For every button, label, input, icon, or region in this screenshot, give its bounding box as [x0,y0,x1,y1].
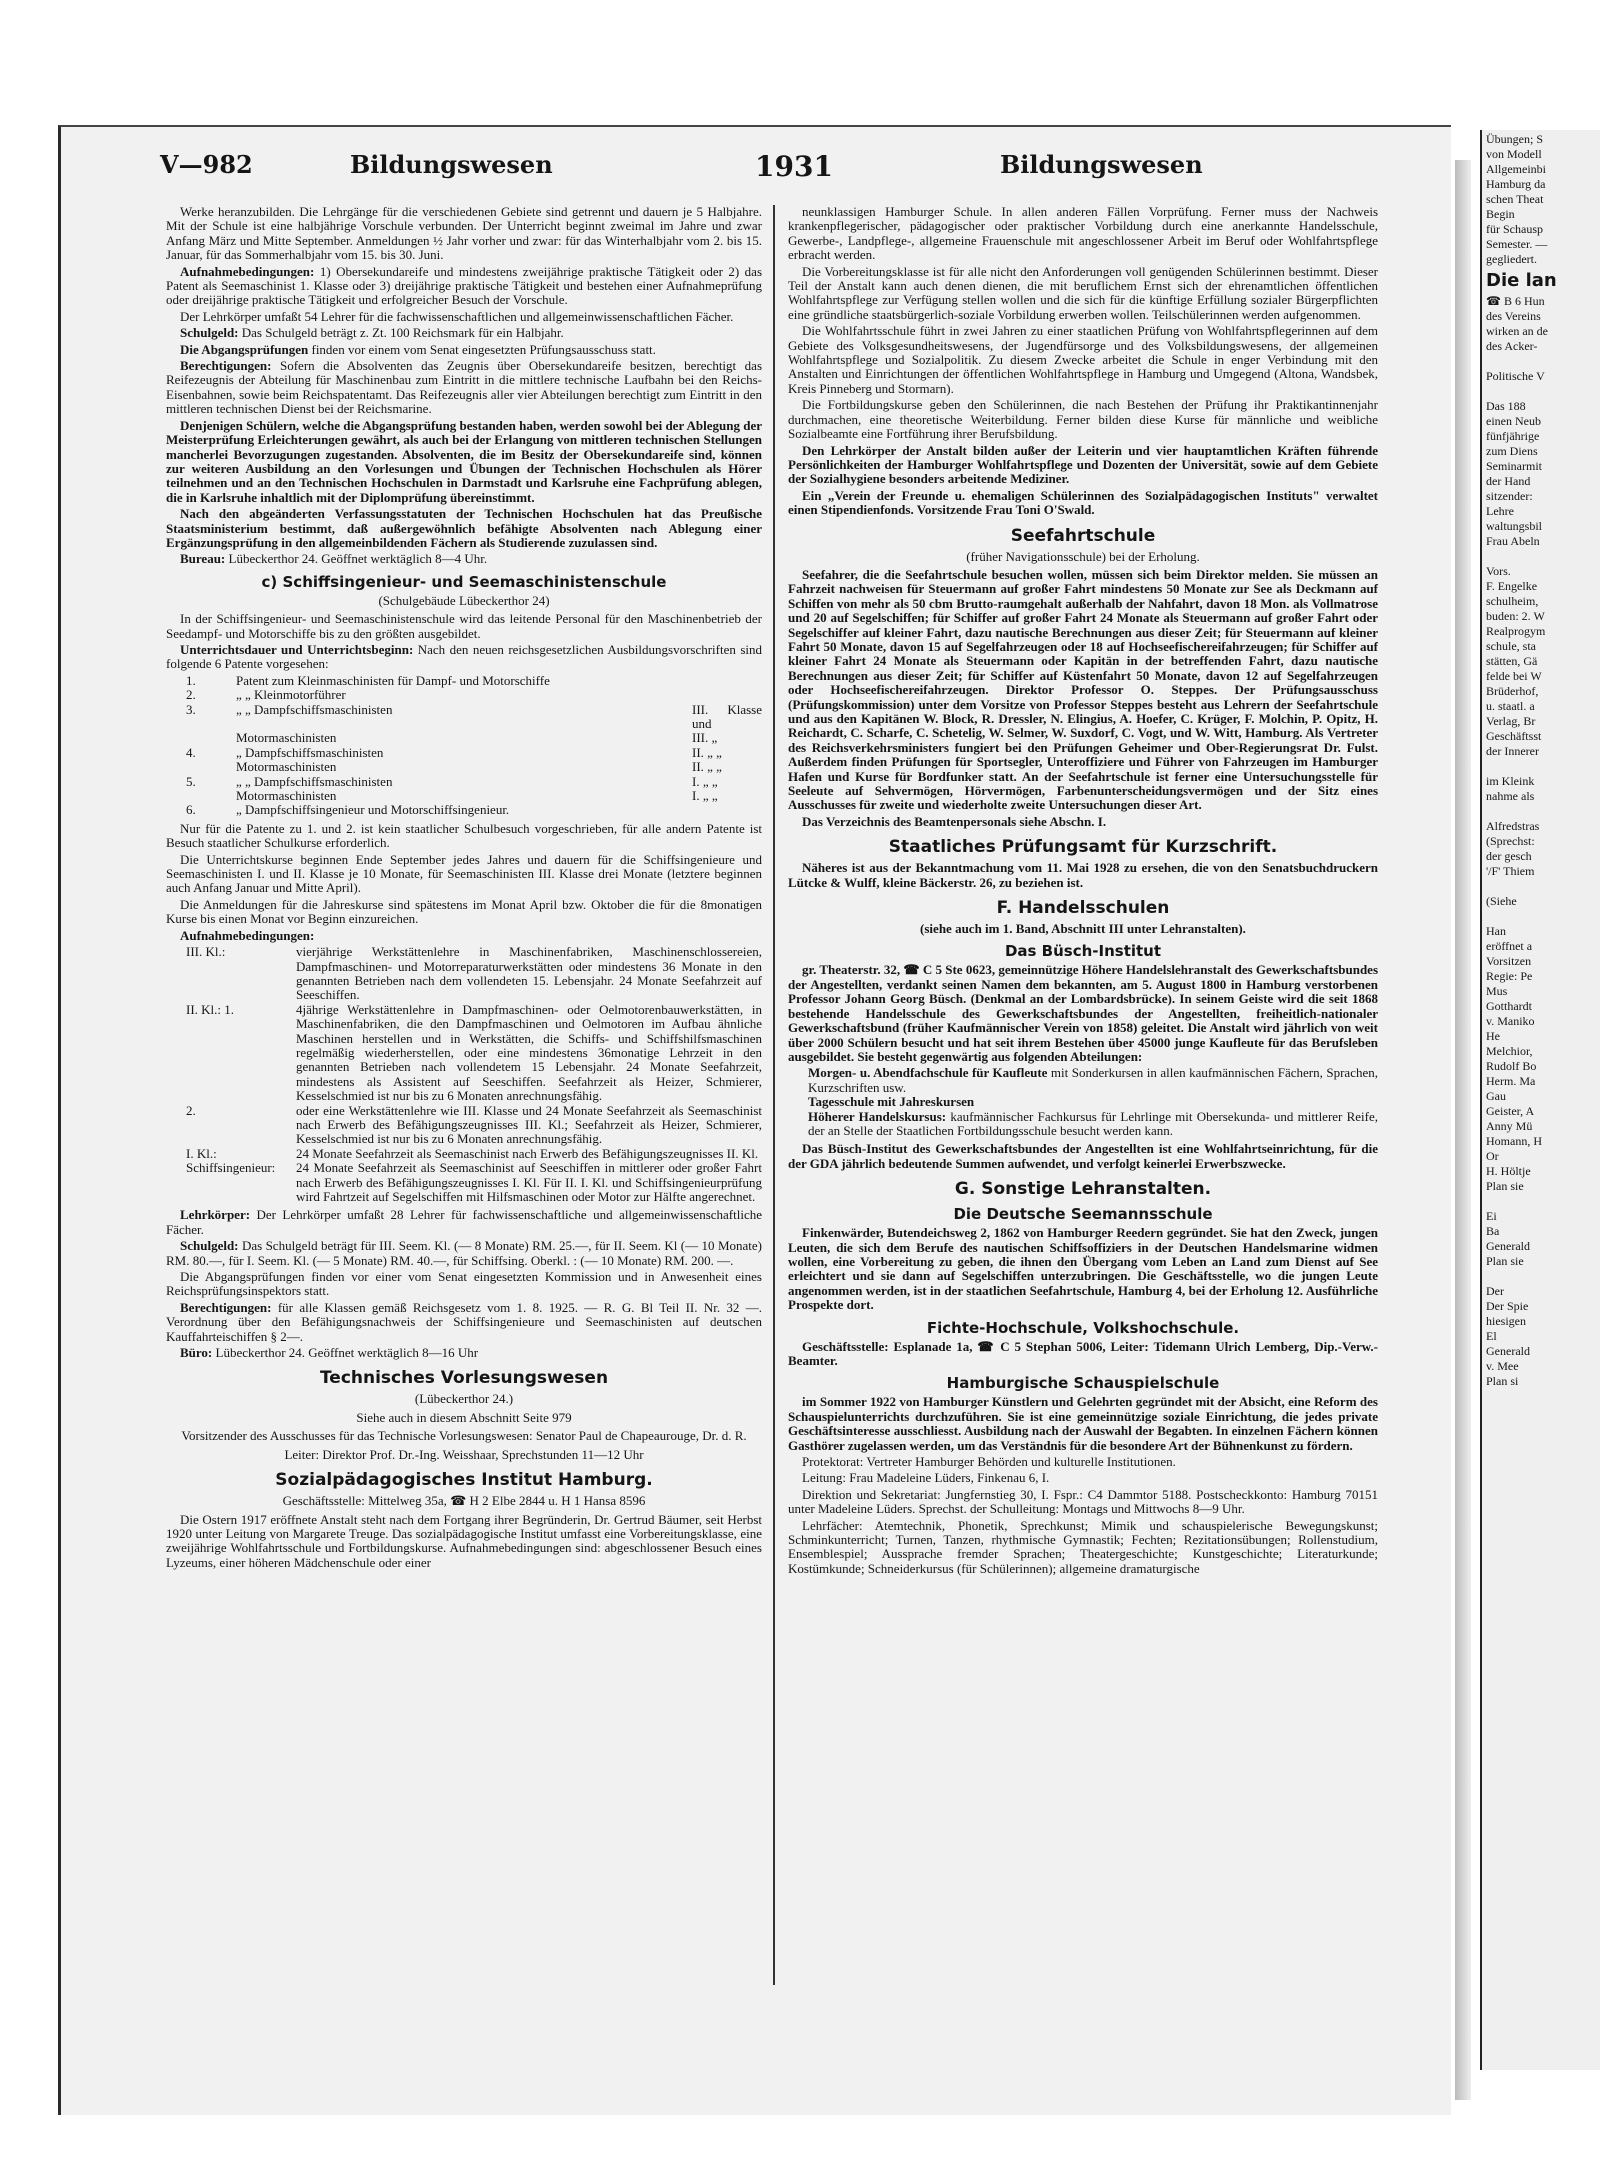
facing-line: Plan sie [1486,1254,1524,1268]
paragraph: Berechtigungen: für alle Klassen gemäß Reichsgesetz vom 1. 8. 1925. — R. G. Bl Teil II. Nr. 32 —. Verordnung über den Befähigungsnachweis der Schiffsingenieure und Seemaschinisten auf deutschen Kauffahrteischiffen § 2—. [166,1299,763,1344]
department-item [808,1066,1378,1095]
facing-line: des Acker- [1486,339,1538,353]
facing-line: schule, sta [1486,639,1536,653]
facing-line: Seminarmit [1486,459,1542,473]
patent-name: „ „ Dampfschiffsmaschinisten [236,701,393,717]
facing-line: Han [1486,924,1506,938]
department-text [808,1095,1378,1109]
facing-line: buden: 2. W [1486,609,1545,623]
section-subheading: (Schulgebäude Lübeckerthor 24) [378,592,550,608]
paragraph: Die Abgangsprüfungen finden vor einer vom Senat eingesetzten Kommission und in Anwesenheit eines Reichsprüfungsinspektors statt. [166,1269,762,1299]
paragraph: Protektorat: Vertreter Hamburger Behörden und kulturelle Institutionen. [802,1454,1176,1470]
facing-line: Rudolf Bo [1486,1059,1537,1073]
facing-line: Regie: Pe [1486,969,1533,983]
paragraph: Näheres ist aus der Bekanntmachung vom 11. Mai 1928 zu ersehen, die von den Senatsbuchdruckern Lütcke & Wulff, kleine Bäckerstr. 26, zu beziehen ist. [788,860,1378,890]
paragraph: Den Lehrkörper der Anstalt bilden außer der Leiterin und vier hauptamtlichen Kräften führende Persönlichkeiten der Hamburger Wohlfahrtspflege und Dozenten der Universität, sowie auf dem Gebiete der Sozialhygiene besonders arbeitende Mediziner. [788,442,1378,487]
facing-line: Anny Mü [1486,1119,1533,1133]
paragraph: Schulgeld: Das Schulgeld beträgt für III. Seem. Kl. (— 8 Monate) RM. 25.—, für II. Seem. Kl (— 10 Monate) RM. 80.—, für I. Seem. Kl. (— 5 Monate) RM. 40.—, für Schiffsing. Oberkl. : (— 10 Monate) RM. 200. —. [166,1238,762,1268]
facing-line [1486,1269,1600,1284]
patent-row [186,789,762,803]
section-heading: Das Büsch-Institut [1004,942,1162,961]
facing-line: Gau [1486,1089,1506,1103]
facing-line: im Kleink [1486,774,1535,788]
patent-number: 6. [186,802,196,818]
column-divider [773,205,775,1985]
facing-line: einen Neub [1486,414,1541,428]
facing-line: Geister, A [1486,1104,1535,1118]
department-description: mit Sonderkursen in allen kaufmännischen Fächern, Sprachen, Kurzschriften usw. [808,1065,1378,1095]
patent-class [692,688,762,702]
facing-line: wirken an de [1486,324,1548,338]
facing-line: ☎ B 6 Hun [1486,294,1545,308]
facing-line: u. staatl. a [1486,699,1535,713]
paragraph: Das Verzeichnis des Beamtenpersonals siehe Abschn. I. [802,813,1107,829]
patent-number [186,760,236,774]
facing-line: Verlag, Br [1486,714,1536,728]
facing-line: Realprogym [1486,624,1546,638]
facing-line [1486,384,1600,399]
requirement-text: vierjährige Werkstättenlehre in Maschinenfabriken, Maschinenschlossereien, Dampfmaschinen- und Motorreparaturwerkstätten oder mindestens 36 Monate in den genannten Betrieben nach dem vollendeten 15. Lebensjahr. 24 Monate Seefahrzeit auf Seeschiffen. [296,944,762,1003]
facing-page-text [1482,130,1600,1391]
facing-line: Or [1486,1149,1499,1163]
paragraph: Aufnahmebedingungen: 1) Obersekundareife und mindestens zweijährige praktische Tätigkeit oder 2) das Patent als Seemaschinist 1. Klasse oder 3) dreijährige praktische Tätigkeit und bestehen einer Aufnahmeprüfung oder dreijährige praktische Tätigkeit und erfolgreicher Besuch der Vorschule. [166,263,763,308]
book-spine [1455,160,1471,2100]
requirement-text: oder eine Werkstättenlehre wie III. Klasse und 24 Monate Seefahrzeit als Seemaschinist nach Erwerb des Befähigungszeugnisses III. Kl.; Seefahrzeit als Heizer, Schmierer, Kesselschmied ist nur bis zu 6 Monaten anrechnungsfähig. [296,1102,762,1147]
facing-line: Ei [1486,1209,1497,1223]
paragraph: Büro: Lübeckerthor 24. Geöffnet werktäglich 8—16 Uhr [180,1345,479,1361]
requirement-row [186,945,762,1003]
facing-line: El [1486,1329,1497,1343]
facing-line: stätten, Gä [1486,654,1538,668]
paragraph: Seefahrer, die die Seefahrtschule besuchen wollen, müssen sich beim Direktor melden. Sie müssen an Fahrzeit nachweisen für Steuermann auf großer Fahrt mindestens 50 Monate zur See als Deckmann auf Schiffen von mehr als 50 cbm Brutto-raumgehalt außerhalb der Nahfahrt, davon 18 Mon. als Vollmatrose und 20 auf Segelschiffen; für Schiffer auf großer Fahrt 24 Monate als Steuermann auf großer Fahrt oder Segelschiffer auf kleiner Fahrt, dazu nautische Berechnungen aus dieser Zeit; für Steuermann auf kleiner Fahrt 50 Monate, davon 15 auf Segelfahrzeugen oder 18 auf Hochseefischereifahrzeugen; für Schiffer auf kleiner Fahrt 24 Monate als Steuermann oder Kapitän in der betreffenden Fahrt, dazu nautische Berechnungen aus dieser Zeit; für Schiffer auf Küstenfahrt 50 Monate, davon 12 auf Segelfahrzeugen oder Hochseefischereifahrzeugen. Direktor Professor O. Steppes. Der Prüfungsausschuss (Prüfungskommission) unter dem Vorsitze von Professor Steppes besteht aus Lehrern der Seefahrtschule und aus den Kapitänen W. Block, R. Dressler, N. Elingius, A. Hoefer, C. Krüger, F. Molchin, P. Opitz, H. Reichardt, C. Scharfe, C. Schetelig, W. Selmer, W. Suxdorf, C. Vogt, und W. Witt, Hamburg. Als Vertreter des Reichsverkehrsministers fungiert bei den Prüfungen Geheimer und Ober-Regierungsrat Dr. Fulst. Außerdem finden Prüfungen für Sportsegler, Unteroffiziere und Führer von Fahrzeugen im Hamburger Hafen und Kurse für Bordfunker statt. An der Seefahrtschule ist ferner eine Untersuchungsstelle für Seeleute auf Sehvermögen, Hörvermögen, Farbenunterscheidungsvermögen und der Sitz eines Ausschusses für zweite und wiederholte zweite Untersuchungen dieser Art. [788,566,1378,813]
patent-name: „ Dampfschiffsmaschinisten [236,744,384,760]
section-heading: c) Schiffsingenieur- und Seemaschinistenschule [261,572,667,591]
facing-line: Begin [1486,207,1515,221]
facing-line: v. Maniko [1486,1014,1535,1028]
requirement-class: I. Kl.: [186,1145,217,1161]
paragraph: Die Ostern 1917 eröffnete Anstalt steht nach dem Fortgang ihrer Begründerin, Dr. Gertrud Bäumer, seit Herbst 1920 unter Leitung von Margarete Treuge. Das sozialpädagogische Institut umfasst eine Vorbereitungsklasse, eine zweijährige Wohlfahrtsschule und Fortbildungskurse. Aufnahmebedingungen sind: abgeschlossener Besuch eines Lyzeums, einer höheren Mädchenschule oder einer [166,1511,762,1570]
department-list [808,1066,1378,1138]
patent-name: „ „ Dampfschiffsmaschinisten [236,773,393,789]
page-header [160,150,1360,190]
section-heading: Sozialpädagogisches Institut Hamburg. [275,1470,653,1491]
department-text [808,1066,1378,1095]
facing-line: sitzender: [1486,489,1533,503]
facing-line: Semester. — [1486,237,1548,251]
facing-line: (Sprechst: [1486,834,1535,848]
facing-line: Plan si [1486,1374,1519,1388]
facing-line: der gesch [1486,849,1532,863]
paragraph: im Sommer 1922 von Hamburger Künstlern und Gelehrten gegründet mit der Absicht, eine Reform des Schauspielunterrichts durchzuführen. Sie ist eine gemeinnützige soziale Einrichtung, die jedes private Geschäftsinteresse ausschliesst. Ausbildung nach der Auswahl der Begabten. In einzelnen Fächern können Gasthörer zugelassen werden, um das Verständnis für die besondere Art der Bühnenkunst zu fördern. [788,1394,1378,1453]
facing-line: Gotthardt [1486,999,1532,1013]
facing-line [1486,879,1600,894]
section-subheading: (Lübeckerthor 24.) [414,1391,514,1407]
facing-line: (Siehe [1486,894,1517,908]
facing-line: F. Engelke [1486,579,1538,593]
department-name: Morgen- u. Abendfachschule für Kaufleute [808,1065,1048,1081]
patent-row [186,688,762,702]
facing-line [1486,909,1600,924]
paragraph: Unterrichtsdauer und Unterrichtsbeginn: Nach den neuen reichsgesetzlichen Ausbildungsvorschriften sind folgende 6 Patente vorgesehen: [166,641,762,672]
patent-number: 1. [186,672,196,688]
paragraph: Ein „Verein der Freunde u. ehemaligen Schülerinnen des Sozialpädagogischen Instituts" verwaltet einen Stipendienfonds. Vorsitzende Frau Toni O'Swald. [788,487,1378,518]
patent-name: Motormaschinisten [236,730,337,746]
paragraph: Die Wohlfahrtsschule führt in zwei Jahren zu einer staatlichen Prüfung von Wohlfahrtspflegerinnen auf dem Gebiete des Volksgesundheitswesens, der Jugendfürsorge und des Volksbildungswesens, der allgemeinen Wohlfahrtspflege und Sozialpolitik. Zu diesem Zwecke arbeitet die Schule in enger Verbindung mit den Anstalten und Einrichtungen der öffentlichen Wohlfahrtspflege in Hamburg und Umgegend (Altona, Wandsbek, Kreis Pinneberg und Stormarn). [788,323,1378,396]
facing-line: nahme als [1486,789,1535,803]
department-item [808,1095,1378,1109]
facing-line: Vorsitzen [1486,954,1532,968]
paragraph: gr. Theaterstr. 32, ☎ C 5 Ste 0623, gemeinnützige Höhere Handelslehranstalt des Gewerkschaftsbundes der Angestellten, verdankt seinen Namen dem bekannten, am 5. August 1800 in Hamburg verstorbenen Professor Johann Georg Büsch. (Denkmal an der Lombardsbrücke). In seinem Geiste wird die seit 1868 bestehende Handelsschule des Gewerkschaftsbundes der Angestellten, freiheitlich-nationaler Gewerkschaftsbund (früher Kaufmännischer Verein von 1858) geleitet. Die Anstalt wird jährlich von weit über 2000 Schülern besucht und hat seit ihrem Bestehen über 45000 junge Kaufleute für das Berufsleben ausgebildet. Sie besteht gegenwärtig aus folgenden Abteilungen: [788,962,1378,1064]
paragraph: Finkenwärder, Butendeichsweg 2, 1862 von Hamburger Reedern gegründet. Sie hat den Zweck, jungen Leuten, die sich dem Berufe des nautischen Schiffsoffiziers in der Deutschen Handelsmarine widmen wollen, eine Vorbereitung zu geben, die ihnen den Übergang vom Leben an Land zum Dienst auf See erleichtert und sie dann auf Segelschiffen unterzubringen. Die Geschäftsstelle, wo die jungen Leute angenommen werden, ist in der staatlichen Seefahrtschule, Hamburg 4, bei der Erholung 12. Ausführliche Prospekte dort. [788,1225,1378,1313]
paragraph: Lehrfächer: Atemtechnik, Phonetik, Sprechkunst; Mimik und schauspielerische Bewegungskunst; Schminkunterricht; Turnen, Tanzen, rhythmische Gymnastik; Fechten; Rezitationsübungen; Rollenstudium, Ensemblespiel; Aussprache fremder Sprachen; Theatergeschichte; Kunstgeschichte; Literaturkunde; Kostümkunde; Schneiderkursus (für Schülerinnen); allgemeine dramaturgische [788,1517,1378,1576]
facing-line: Brüderhof, [1486,684,1539,698]
paragraph: Die Fortbildungskurse geben den Schülerinnen, die nach Bestehen der Prüfung ihr Praktikantinnenjahr durchmachen, eine theoretische Weiterbildung. Ferner bilden diese Kurse für männliche und weibliche Sozialbeamte eine Fortführung ihrer Berufsbildung. [788,397,1378,442]
paragraph: Das Büsch-Institut des Gewerkschaftsbundes der Angestellten ist eine Wohlfahrtseinrichtung, für die der GDA jährlich bedeutende Summen aufwendet, und verfolgt keinerlei Erwerbszwecke. [788,1141,1378,1171]
patent-row [186,760,762,774]
paragraph: Die Vorbereitungsklasse ist für alle nicht den Anforderungen voll genügenden Schülerinnen bestimmt. Dieser Teil der Anstalt kann auch denen dienen, die mit beruflichem Ernst sich der ehrenamtlichen öffentlichen Wohlfahrtspflege zur Verfügung stellen wollen und die sich für die künftige Erfüllung sozialer Bürgerpflichten eine gründliche staatsbürgerlich-soziale Vorbildung erwerben wollen. Teilschülerinnen werden aufgenommen. [788,263,1378,322]
patent-class: I. „ „ [692,773,718,789]
paragraph: Geschäftsstelle: Esplanade 1a, ☎ C 5 Stephan 5006, Leiter: Tidemann Ulrich Lemberg, Dip.-Verw.-Beamter. [788,1338,1378,1368]
centered-line: Siehe auch in diesem Abschnitt Seite 979 [356,1409,572,1425]
patent-number: 5. [186,773,196,789]
facing-heading: Die lan [1486,270,1557,291]
patent-class [692,674,762,688]
facing-line [1486,804,1600,819]
facing-line: Frau Abeln [1486,534,1540,548]
left-column [166,205,762,1572]
section-heading: Technisches Vorlesungswesen [319,1368,609,1389]
facing-line: Lehre [1486,504,1514,518]
patent-name: „ „ Kleinmotorführer [236,687,346,703]
patent-row [186,775,762,789]
paragraph: Nach den abgeänderten Verfassungsstatuten der Technischen Hochschulen hat das Preußische Staatsministerium bestimmt, daß außergewöhnlich befähigte Absolventen nach Ablegung einer Ergänzungsprüfung in den allgemeinbildenden Fächern als Studierende zuzulassen sind. [166,506,762,550]
paragraph: Schulgeld: Das Schulgeld beträgt z. Zt. 100 Reichsmark für ein Halbjahr. [180,325,564,341]
facing-line: waltungsbil [1486,519,1542,533]
requirement-row [186,1003,762,1104]
facing-line: fünfjährige [1486,429,1540,443]
patent-name: Patent zum Kleinmaschinisten für Dampf- und Motorschiffe [236,672,550,688]
facing-line: Übungen; S [1486,132,1543,146]
paragraph: Die Unterrichtskurse beginnen Ende September jedes Jahres und dauern für die Schiffsingenieure und Seemaschinisten I. und II. Klasse je 10 Monate, für Seemaschinisten III. Klasse drei Monate (letztere beginnen auch Anfang Januar und Mitte April). [166,851,762,896]
department-name: Tagesschule mit Jahreskursen [808,1094,975,1110]
patent-row [186,731,762,745]
facing-line: v. Mee [1486,1359,1519,1373]
facing-line: des Vereins [1486,309,1541,323]
section-heading: Fichte-Hochschule, Volkshochschule. [926,1318,1240,1337]
paragraph: Denjenigen Schülern, welche die Abgangsprüfung bestanden haben, werden sowohl bei der Ablegung der Meisterprüfung Erleichterungen gewährt, als auch bei der Erlangung von mittleren technischen Stellungen mancherlei Bevorzugungen zugestanden. Absolventen, die im Besitz der Obersekundareife sind, können zur weiteren Ausbildung an den Vorlesungen und Übungen der Technischen Hochschulen als Hörer teilnehmen und an den Technischen Hochschulen in Darmstadt und Karlsruhe eine Fachprüfung ablegen, die in Karlsruhe inhaltlich mit der Diplomprüfung übereinstimmt. [166,417,762,505]
centered-line: Vorsitzender des Ausschusses für das Technische Vorlesungswesen: Senator Paul de Chapeaurouge, Dr. d. R. [181,1428,747,1444]
facing-line: Ba [1486,1224,1500,1238]
facing-line: H. Höltje [1486,1164,1531,1178]
patent-name: Motormaschinisten [236,759,337,775]
right-column [788,205,1378,1578]
facing-line [1486,1194,1600,1209]
facing-line: Geschäftsst [1486,729,1542,743]
facing-line: felde bei W [1486,669,1542,683]
facing-line: gegliedert. [1486,252,1537,266]
facing-line: der Innerer [1486,744,1539,758]
patent-class: II. „ „ [692,744,722,760]
paragraph: Bureau: Lübeckerthor 24. Geöffnet werktäglich 8—4 Uhr. [180,551,488,567]
patent-class: III. „ [692,730,718,746]
patent-number [186,789,236,803]
facing-line: eröffnet a [1486,939,1533,953]
patent-row [186,803,762,817]
paragraph: Berechtigungen: Sofern die Absolventen das Zeugnis über Obersekundareife besitzen, berechtigt das Reifezeugnis der Abteilung für Maschinenbau zum Eintritt in die mittlere technische Laufbahn bei den Reichs-Eisenbahnen, sowie beim Reichspatentamt. Das Reifezeugnis aller vier Abteilungen berechtigt zum Eintritt in den mittleren technischen Dienst bei der Reichsmarine. [166,358,762,417]
section-subheading: (früher Navigationsschule) bei der Erholung. [966,548,1200,564]
paragraph: Nur für die Patente zu 1. und 2. ist kein staatlicher Schulbesuch vorgeschrieben, für alle andern Patente ist Besuch staatlicher Schulkurse erforderlich. [166,820,762,851]
facing-line [1486,759,1600,774]
facing-line: zum Diens [1486,444,1538,458]
page-number: V—982 [160,150,253,179]
requirement-text: 24 Monate Seefahrzeit als Seemaschinist auf Seeschiffen in mittlerer oder großer Fahrt nach Erwerb des Befähigungszeugnisses I. Kl. Für II. I. Kl. und Schiffsingenieurprüfung wird Fahrtzeit auf Segelschiffen mit Hilfsmaschinen oder Motor zur Hälfte angerechnet. [296,1160,762,1204]
facing-line: Homann, H [1486,1134,1542,1148]
facing-line: Politische V [1486,369,1545,383]
patent-name: Motormaschinisten [236,788,337,804]
facing-line: der Hand [1486,474,1531,488]
section-heading: F. Handelsschulen [996,898,1170,919]
patent-row [186,674,762,688]
section-heading: Die Deutsche Seemannsschule [953,1205,1213,1224]
paragraph: neunklassigen Hamburger Schule. In allen anderen Fällen Vorprüfung. Ferner muss der Nachweis krankenpflegerischer, pädagogischer oder praktischer Vorbildung durch eine anerkannte Handelsschule, Gewerbe-, Landpflege-, allgemeine Frauenschule mit angeschlossener Arbeit im Beruf oder Wohlfahrtspflege erbracht werden. [788,204,1378,263]
section-heading: Staatliches Prüfungsamt für Kurzschrift. [888,837,1278,858]
facing-line: Vors. [1486,564,1511,578]
facing-line: Allgemeinbi [1486,162,1546,176]
section-heading: Seefahrtschule [1010,525,1156,546]
facing-line: Hamburg da [1486,177,1546,191]
department-description: kaufmännischer Fachkursus für Lehrlinge mit Obersekunda- und mittlerer Reife, der an Stelle der Staatlichen Fortbildungsschule besucht werden kann. [808,1108,1379,1138]
requirement-text: 4jährige Werkstättenlehre in Dampfmaschinen- oder Oelmotorenbauwerkstätten, in Maschinenfabriken, die den Dampfmaschinen und Oelmotoren im Aufbau ähnliche Maschinen herstellen und in Werkstätten, die Schiffs- und Schiffshilfsmaschinen regelmäßig wiederherstellen, oder eine mindestens 36monatige Lehrzeit in den genannten Betrieben nach vollendetem 15 Lebensjahr. 24 Monate Seefahrzeit, mindestens als Assistent auf Seeschiffen. Seefahrzeit als Heizer, Schmierer, Kesselschmied ist nur bis zu 6 Monaten anrechnungsfähig. [296,1001,762,1104]
facing-line [1486,354,1600,369]
year-heading: 1931 [755,150,833,183]
patent-number: 4. [186,744,196,760]
department-name: Höherer Handelskursus: [808,1108,947,1124]
section-heading: Hamburgische Schauspielschule [946,1374,1220,1393]
paragraph: Werke heranzubilden. Die Lehrgänge für die verschiedenen Gebiete sind getrennt und dauern je 5 Halbjahre. Mit der Schule ist eine halbjährige Vorschule verbunden. Der Unterricht beginnt zweimal im Jahre und zwar Anfang März und Mitte September. Anmeldungen ½ Jahr vorher und zwar: für das Winterhalbjahr vom 2. bis 15. Januar, für das Sommerhalbjahr vom 15. bis 30. Juni. [166,204,762,263]
facing-line: schen Theat [1486,192,1544,206]
facing-line: Herm. Ma [1486,1074,1536,1088]
paragraph: Die Abgangsprüfungen finden vor einem vom Senat eingesetzten Prüfungsausschuss statt. [180,341,656,357]
patent-class: I. „ „ [692,788,718,804]
paragraph: Lehrkörper: Der Lehrkörper umfaßt 28 Lehrer für fachwissenschaftliche und allgemeinwissenschaftliche Fächer. [166,1207,763,1237]
department-text [808,1110,1378,1139]
department-item [808,1110,1378,1139]
running-title-left: Bildungswesen [350,150,553,179]
patent-number [186,731,236,745]
facing-line: Generald [1486,1239,1530,1253]
facing-line: Der [1486,1284,1504,1298]
paragraph: Leitung: Frau Madeleine Lüders, Finkenau 6, I. [802,1470,1050,1486]
section-subheading: (siehe auch im 1. Band, Abschnitt III unter Lehranstalten). [920,921,1246,937]
facing-line: Der Spie [1486,1299,1529,1313]
facing-line: Melchior, [1486,1044,1533,1058]
requirement-class: III. Kl.: [186,944,226,960]
patent-row [186,746,762,760]
patent-number: 2. [186,687,196,703]
facing-line: Generald [1486,1344,1530,1358]
facing-line: schulheim, [1486,594,1539,608]
requirement-row [186,1161,762,1204]
requirement-class: 2. [186,1102,196,1118]
facing-line: Plan sie [1486,1179,1524,1193]
patent-row [186,703,762,732]
patent-number: 3. [186,701,196,717]
requirement-row [186,1147,762,1161]
requirement-row [186,1104,762,1147]
centered-line: Leiter: Direktor Prof. Dr.-Ing. Weisshaar, Sprechstunden 11—12 Uhr [284,1446,644,1462]
facing-line: '/F' Thiem [1486,864,1535,878]
facing-line: He [1486,1029,1500,1043]
patent-class: III. Klasse und [692,701,762,731]
paragraph: In der Schiffsingenieur- und Seemaschinistenschule wird das leitende Personal für den Maschinenbetrieb der Seedampf- und Motorschiffe bis zu den größten ausgebildet. [166,611,762,641]
facing-line: von Modell [1486,147,1542,161]
facing-line: hiesigen [1486,1314,1526,1328]
facing-line: Alfredstras [1486,819,1540,833]
paragraph: Aufnahmebedingungen: [180,927,315,943]
admission-requirements-list [186,945,762,1204]
requirement-text: 24 Monate Seefahrzeit als Seemaschinist nach Erwerb des Befähigungszeugnisses II. Kl. [296,1145,759,1161]
facing-line: für Schausp [1486,222,1543,236]
patent-name: „ Dampfschiffsingenieur und Motorschiffsingenieur. [236,802,510,818]
section-heading: G. Sonstige Lehranstalten. [954,1179,1212,1200]
patent-class: II. „ „ [692,759,722,775]
paragraph: Der Lehrkörper umfaßt 54 Lehrer für die fachwissenschaftlichen und allgemeinwissenschaftlichen Fächer. [180,308,734,324]
facing-line: Mus [1486,984,1508,998]
requirement-class: Schiffsingenieur: [186,1160,276,1176]
facing-page [1480,130,1600,2070]
requirement-class: II. Kl.: 1. [186,1001,235,1017]
facing-line [1486,549,1600,564]
patent-list [186,674,762,818]
facing-line: Das 188 [1486,399,1526,413]
paragraph: Direktion und Sekretariat: Jungfernstieg 30, I. Fspr.: C4 Dammtor 5188. Postscheckkonto: Hamburg 70151 unter Madeleine Lüders. Sprechst. der Schulleitung: Montags und Mittwochs 8—9 Uhr. [788,1486,1378,1517]
paragraph: Die Anmeldungen für die Jahreskurse sind spätestens im Monat April bzw. Oktober die für die 8monatigen Kurse bis einen Monat vor Beginn einzureichen. [166,896,762,927]
running-title-right: Bildungswesen [1000,150,1203,179]
patent-class [692,803,762,817]
address-line: Geschäftsstelle: Mittelweg 35a, ☎ H 2 Elbe 2844 u. H 1 Hansa 8596 [282,1493,646,1509]
